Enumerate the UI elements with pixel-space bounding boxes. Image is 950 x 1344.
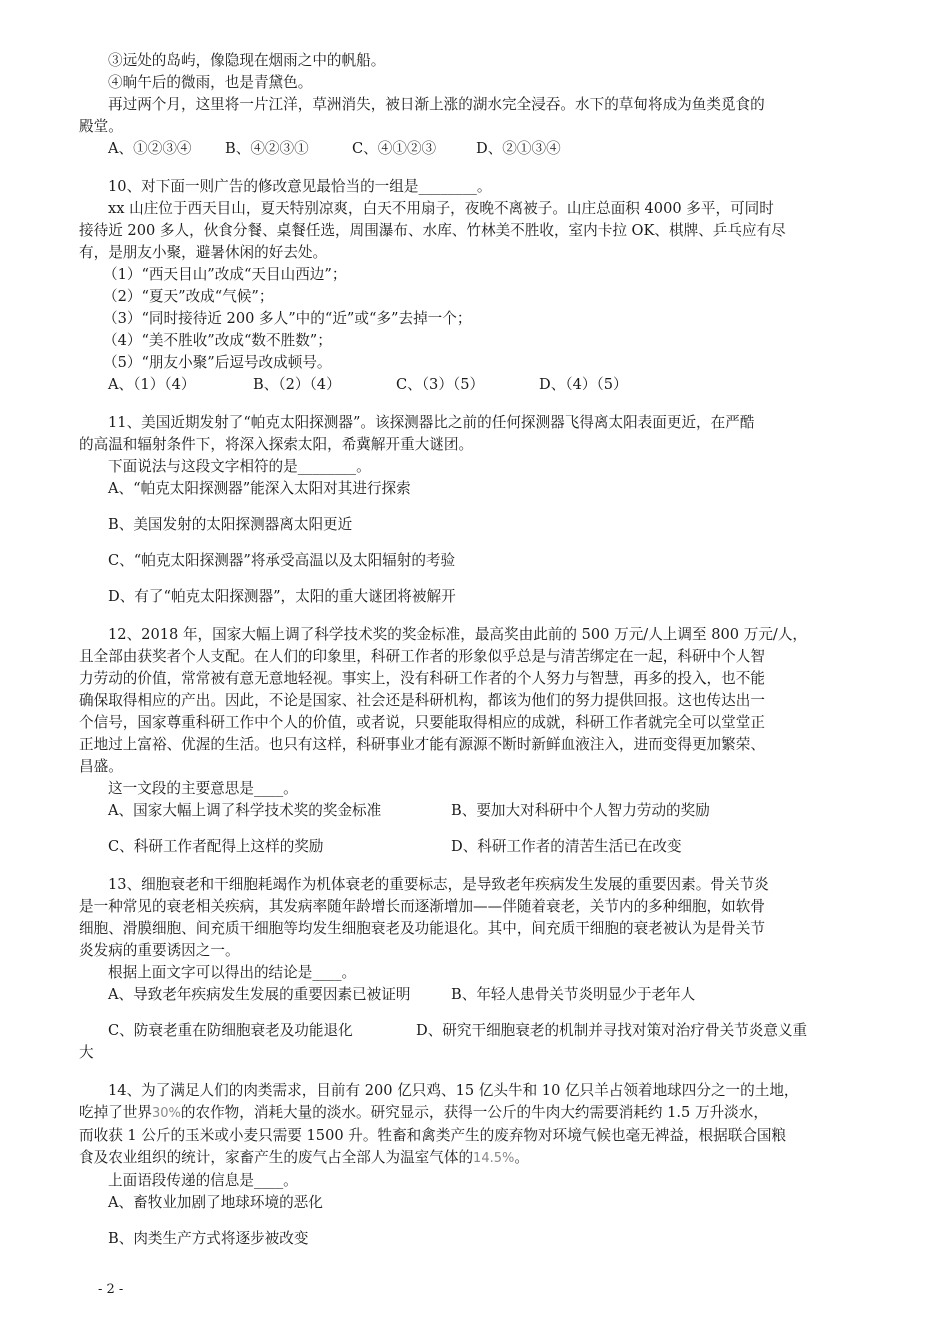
q10-ad-line-2: 接待近 200 多人，伙食分餐、桌餐任选，周围瀑布、水库、竹林美不胜收，室内卡拉 OK、棋牌、乒乓应有尽 bbox=[79, 222, 786, 239]
q14-line-4-end: 。 bbox=[514, 1149, 529, 1166]
page-number: - 2 - bbox=[98, 1282, 124, 1297]
q12-line-5: 个信号，国家尊重科研工作中个人的价值，或者说，只要能取得相应的成就，科研工作者就完全可以堂堂正 bbox=[79, 714, 765, 731]
q13-line-3: 细胞、滑膜细胞、间充质干细胞等均发生细胞衰老及功能退化。其中，间充质干细胞的衰老被认为是骨关节 bbox=[79, 920, 765, 937]
q12-option-a: A、国家大幅上调了科学技术奖的奖金标准 bbox=[108, 802, 382, 819]
q14-line-4-start: 食及农业组织的统计，家畜产生的废气占全部人为温室气体的 bbox=[79, 1149, 474, 1166]
q12-options-row-2 bbox=[79, 836, 879, 858]
document-page bbox=[79, 50, 879, 1250]
q9-option-c: C、④①②③ bbox=[352, 140, 437, 157]
q13-option-b: B、年轻人患骨关节炎明显少于老年人 bbox=[451, 986, 696, 1003]
q9-item-3: ③远处的岛屿，像隐现在烟雨之中的帆船。 bbox=[108, 52, 386, 69]
q12-option-d: D、科研工作者的清苦生活已在改变 bbox=[451, 838, 682, 855]
q11-passage-line-1: 11、美国近期发射了“帕克太阳探测器”。该探测器比之前的任何探测器飞得离太阳表面更近，在严酷 bbox=[108, 414, 755, 431]
q12-option-c: C、科研工作者配得上这样的奖励 bbox=[108, 838, 324, 855]
q13-line-2: 是一种常见的衰老相关疾病，其发病率随年龄增长而逐渐增加——伴随着衰老，关节内的多种细胞，如软骨 bbox=[79, 898, 765, 915]
q10-item-3: （3）“同时接待近 200 多人”中的“近”或“多”去掉一个； bbox=[103, 310, 472, 327]
q11-passage-line-2: 的高温和辐射条件下，将深入探索太阳，希冀解开重大谜团。 bbox=[79, 436, 474, 453]
q13-option-d: D、研究干细胞衰老的机制并寻找对策对治疗骨关节炎意义重 bbox=[416, 1022, 808, 1039]
q9-option-b: B、④②③① bbox=[225, 140, 309, 157]
q13-option-d-continued: 大 bbox=[79, 1044, 94, 1061]
q12-options-row-1 bbox=[79, 800, 879, 822]
q10-options bbox=[79, 374, 879, 396]
q14-line-3: 而收获 1 公斤的玉米或小麦只需要 1500 升。牲畜和禽类产生的废弃物对环境气候也毫无裨益，根据联合国粮 bbox=[79, 1127, 787, 1144]
q14-line-1: 14、为了满足人们的肉类需求，目前有 200 亿只鸡、15 亿头牛和 10 亿只羊占领着地球四分之一的土地， bbox=[108, 1082, 799, 1099]
q14-line-2 bbox=[79, 1102, 879, 1125]
q11-prompt: 下面说法与这段文字相符的是________。 bbox=[108, 458, 371, 475]
q12-line-1: 12、2018 年，国家大幅上调了科学技术奖的奖金标准，最高奖由此前的 500 万元/人上调至 800 万元/人， bbox=[108, 626, 808, 643]
q10-item-5: （5）“朋友小聚”后逗号改成顿号。 bbox=[103, 354, 332, 371]
q14-line-2-start: 吃掉了世界 bbox=[79, 1104, 152, 1121]
q12-line-3: 力劳动的价值，常常被有意无意地轻视。事实上，没有科研工作者的个人努力与智慧，再多的投入，也不能 bbox=[79, 670, 765, 687]
q14-option-a: A、畜牧业加剧了地球环境的恶化 bbox=[108, 1194, 323, 1211]
q12-line-6: 正地过上富裕、优渥的生活。也只有这样，科研事业才能有源源不断时新鲜血液注入，进而变得更加繁荣、 bbox=[79, 736, 765, 753]
q9-option-a: A、①②③④ bbox=[108, 140, 192, 157]
q13-options-row-2 bbox=[79, 1020, 879, 1042]
q9-option-d: D、②①③④ bbox=[476, 140, 561, 157]
q11-option-c: C、“帕克太阳探测器”将承受高温以及太阳辐射的考验 bbox=[108, 552, 456, 569]
q10-option-b: B、（2）（4） bbox=[253, 376, 341, 393]
q11-option-a: A、“帕克太阳探测器”能深入太阳对其进行探索 bbox=[108, 480, 411, 497]
q9-after-line-1: 再过两个月，这里将一片江洋，草洲消失，被日渐上涨的湖水完全浸吞。水下的草甸将成为鱼类觅食的 bbox=[108, 96, 765, 113]
q13-option-a: A、导致老年疾病发生发展的重要因素已被证明 bbox=[108, 986, 411, 1003]
q10-item-2: （2）“夏天”改成“气候”； bbox=[103, 288, 274, 305]
q10-ad-line-1: xx 山庄位于西天目山，夏天特别凉爽，白天不用扇子，夜晚不离被子。山庄总面积 4000 多平，可同时 bbox=[108, 200, 774, 217]
q9-after-line-2: 殿堂。 bbox=[79, 118, 123, 135]
q10-option-d: D、（4）（5） bbox=[539, 376, 628, 393]
q14-option-b: B、肉类生产方式将逐步被改变 bbox=[108, 1230, 309, 1247]
q14-line-2-end: 的农作物，消耗大量的淡水。研究显示，获得一公斤的牛肉大约需要消耗约 1.5 万升淡水， bbox=[180, 1104, 768, 1121]
q10-question: 10、对下面一则广告的修改意见最恰当的一组是________。 bbox=[108, 178, 492, 195]
q10-option-a: A、（1）（4） bbox=[108, 376, 196, 393]
q14-percent-14-5: 14.5% bbox=[473, 1151, 515, 1166]
q14-line-4 bbox=[79, 1147, 879, 1170]
q11-option-b: B、美国发射的太阳探测器离太阳更近 bbox=[108, 516, 353, 533]
q12-line-7: 昌盛。 bbox=[79, 758, 123, 775]
q9-options bbox=[79, 138, 879, 160]
q13-prompt: 根据上面文字可以得出的结论是____。 bbox=[108, 964, 357, 981]
q14-prompt: 上面语段传递的信息是____。 bbox=[108, 1172, 298, 1189]
q12-line-4: 确保取得相应的产出。因此，不论是国家、社会还是科研机构，都该为他们的努力提供回报。这也传达出一 bbox=[79, 692, 765, 709]
q10-ad-line-3: 有，是朋友小聚，避暑休闲的好去处。 bbox=[79, 244, 328, 261]
q10-option-c: C、（3）（5） bbox=[396, 376, 485, 393]
q10-item-1: （1）“西天目山”改成“天目山西边”； bbox=[103, 266, 347, 283]
q12-prompt: 这一文段的主要意思是____。 bbox=[108, 780, 298, 797]
q13-options-row-1 bbox=[79, 984, 879, 1006]
q13-option-c: C、防衰老重在防细胞衰老及功能退化 bbox=[108, 1022, 353, 1039]
q9-item-4: ④晌午后的微雨，也是青黛色。 bbox=[108, 74, 313, 91]
q10-item-4: （4）“美不胜收”改成“数不胜数”； bbox=[103, 332, 332, 349]
q13-line-4: 炎发病的重要诱因之一。 bbox=[79, 942, 240, 959]
q14-percent-30: 30% bbox=[151, 1106, 181, 1121]
q11-option-d: D、有了“帕克太阳探测器”，太阳的重大谜团将被解开 bbox=[108, 588, 456, 605]
q12-option-b: B、要加大对科研中个人智力劳动的奖励 bbox=[451, 802, 710, 819]
q13-line-1: 13、细胞衰老和干细胞耗竭作为机体衰老的重要标志，是导致老年疾病发生发展的重要因素。骨关节炎 bbox=[108, 876, 769, 893]
q12-line-2: 且全部由获奖者个人支配。在人们的印象里，科研工作者的形象似乎总是与清苦绑定在一起，科研中个人智 bbox=[79, 648, 765, 665]
